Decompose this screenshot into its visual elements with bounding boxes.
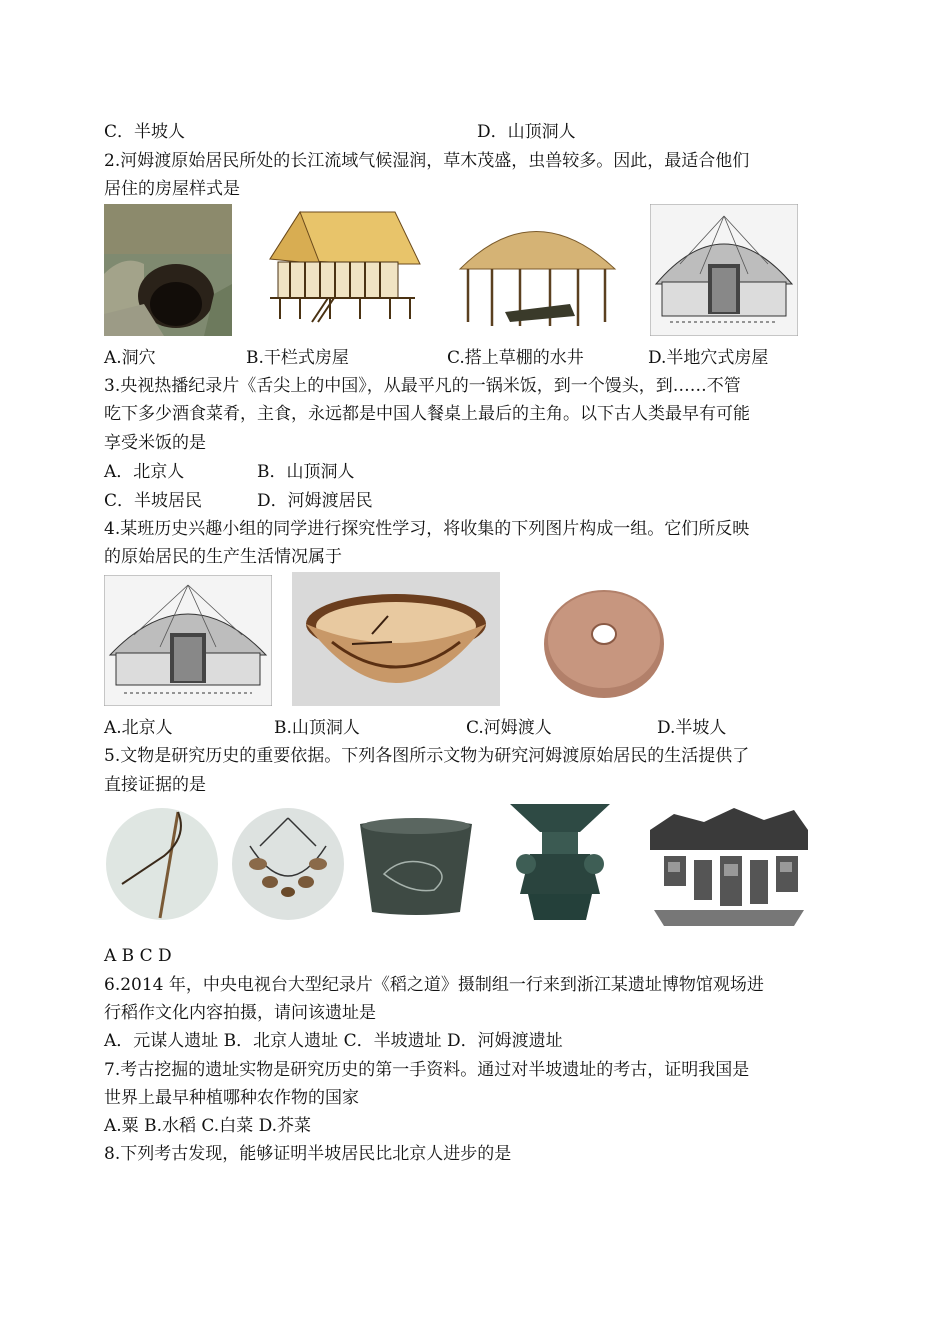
q7-stem-line2: 世界上最早种植哪种农作物的国家	[104, 1088, 359, 1108]
q2-option-c: C.搭上草棚的水井	[447, 348, 584, 368]
q2-option-a: A.洞穴	[104, 348, 156, 368]
semi-subterranean-house-image	[650, 204, 798, 336]
q7-options: A.粟 B.水稻 C.白菜 D.芥菜	[104, 1116, 312, 1136]
q3-option-d: D．河姆渡居民	[257, 491, 373, 511]
q4-stem-line1: 4.某班历史兴趣小组的同学进行探究性学习，将收集的下列图片构成一组。它们所反映	[104, 519, 750, 539]
q2-option-b: B.干栏式房屋	[246, 348, 349, 368]
q4-option-b: B.山顶洞人	[274, 718, 360, 738]
q3-option-b: B．山顶洞人	[257, 462, 355, 482]
semi-subterranean-house-image-2	[104, 575, 272, 706]
q4-option-a: A.北京人	[104, 718, 173, 738]
q6-options: A．元谋人遗址 B．北京人遗址 C．半坡遗址 D．河姆渡遗址	[104, 1031, 563, 1051]
cave-image	[104, 204, 232, 336]
painted-pottery-bowl-image	[292, 572, 500, 706]
q2-option-d: D.半地穴式房屋	[648, 348, 769, 368]
q5-option-labels: A B C D	[104, 946, 172, 966]
q8-stem-line1: 8.下列考古发现，能够证明半坡居民比北京人进步的是	[104, 1144, 512, 1164]
bone-necklace-image	[230, 806, 346, 922]
q6-stem-line2: 行稻作文化内容拍摄，请问该遗址是	[104, 1003, 376, 1023]
q5-stem-line2: 直接证据的是	[104, 775, 206, 795]
q3-stem-line2: 吃下多少酒食菜肴，主食，永远都是中国人餐桌上最后的主角。以下古人类最早有可能	[104, 404, 750, 424]
q3-stem-line1: 3.央视热播纪录片《舌尖上的中国》，从最平凡的一锅米饭，到一个馒头，到……不管	[104, 376, 741, 396]
q1-option-c: C．半坡人	[104, 122, 186, 142]
stone-spindle-whorl-image	[540, 582, 668, 706]
carved-pottery-vessel-image	[354, 814, 478, 918]
q7-stem-line1: 7.考古挖掘的遗址实物是研究历史的第一手资料。通过对半坡遗址的考古，证明我国是	[104, 1060, 750, 1080]
stilt-house-image	[250, 204, 430, 328]
q3-stem-line3: 享受米饭的是	[104, 433, 206, 453]
q3-option-c: C．半坡居民	[104, 491, 203, 511]
q2-stem-line1: 2.河姆渡原始居民所处的长江流域气候湿润，草木茂盛，虫兽较多。因此，最适合他们	[104, 151, 750, 171]
q1-option-d: D．山顶洞人	[477, 122, 576, 142]
q5-stem-line1: 5.文物是研究历史的重要依据。下列各图所示文物为研究河姆渡原始居民的生活提供了	[104, 746, 750, 766]
q6-stem-line1: 6.2014 年，中央电视台大型纪录片《稻之道》摄制组一行来到浙江某遗址博物馆观场进	[104, 975, 764, 995]
q4-option-d: D.半坡人	[657, 718, 727, 738]
q4-stem-line2: 的原始居民的生产生活情况属于	[104, 547, 342, 567]
bone-needle-image	[104, 806, 220, 922]
tenon-mortise-wood-image	[644, 800, 812, 932]
q2-stem-line2: 居住的房屋样式是	[104, 179, 240, 199]
q4-option-c: C.河姆渡人	[466, 718, 552, 738]
straw-shelter-well-image	[450, 204, 620, 328]
q3-option-a: A．北京人	[104, 462, 185, 482]
bronze-zun-image	[490, 798, 630, 924]
